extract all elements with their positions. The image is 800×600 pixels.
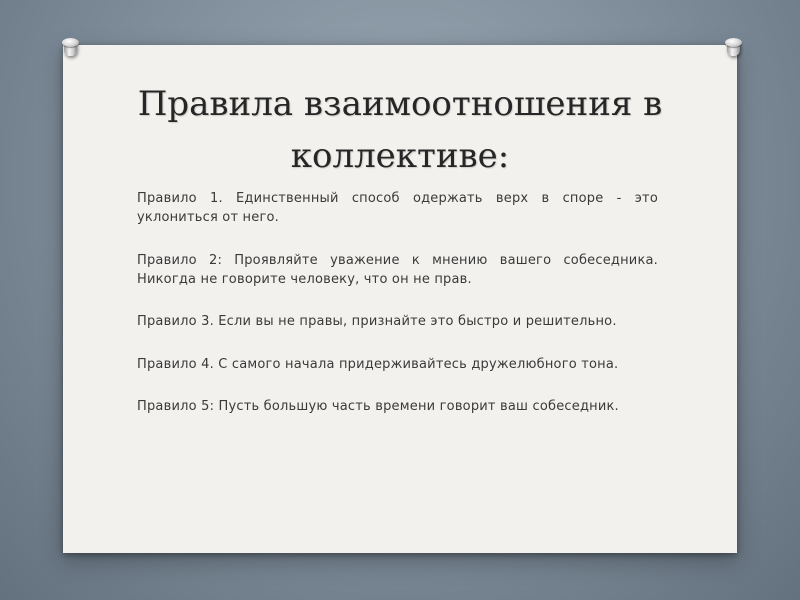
- rule-item-1: Правило 1. Единственный способ одержать верх в споре - это уклониться от него.: [137, 191, 658, 225]
- rules-list: [137, 189, 658, 440]
- slide-title: Правила взаимоотношения в коллективе:: [137, 84, 663, 176]
- rule-item-2: Правило 2: Проявляйте уважение к мнению вашего собеседника. Никогда не говорите человеку, что он не прав.: [137, 252, 658, 287]
- rule-item-5: Правило 5: Пусть большую часть времени говорит ваш собеседник.: [137, 399, 619, 414]
- rule-item-3: Правило 3. Если вы не правы, признайте это быстро и решительно.: [137, 314, 617, 329]
- pushpin-icon: [725, 38, 742, 60]
- pushpin-icon: [62, 38, 79, 60]
- rule-item-4: Правило 4. С самого начала придерживайтесь дружелюбного тона.: [137, 356, 619, 372]
